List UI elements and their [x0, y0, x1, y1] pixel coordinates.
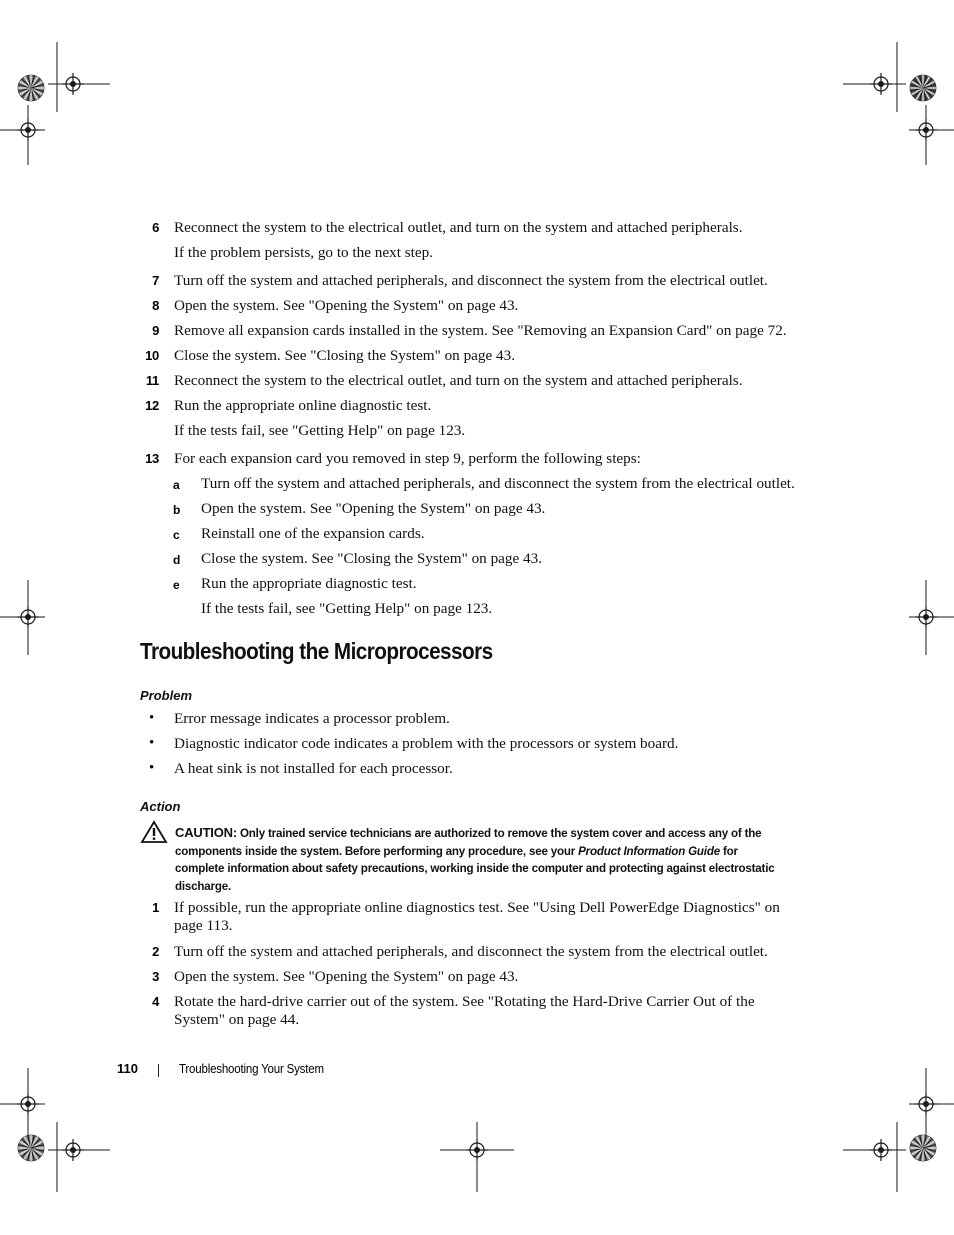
- substep-text: Reinstall one of the expansion cards.: [201, 525, 425, 542]
- step-number: 9: [152, 323, 159, 338]
- substep-letter: d: [173, 553, 181, 567]
- step-number: 1: [152, 900, 159, 915]
- step-number: 11: [145, 373, 159, 388]
- caution-text: Only trained service technicians are authorized to remove the system cover and access any of the: [239, 827, 762, 840]
- bullet-dot: •: [149, 760, 155, 776]
- list-item: Error message indicates a processor problem.: [174, 710, 450, 727]
- step-text: Turn off the system and attached peripherals, and disconnect the system from the electrical outlet.: [174, 272, 768, 289]
- caution-notice: [175, 824, 825, 895]
- step-text: Close the system. See "Closing the System" on page 43.: [174, 347, 516, 364]
- substep-note: If the tests fail, see "Getting Help" on page 123.: [201, 600, 493, 617]
- caution-label: CAUTION:: [175, 825, 237, 840]
- step-text-continued: System" on page 44.: [174, 1011, 300, 1028]
- step-text: Open the system. See "Opening the System" on page 43.: [174, 297, 519, 314]
- step-number: 10: [145, 348, 159, 363]
- substep-text: Close the system. See "Closing the System" on page 43.: [201, 550, 543, 567]
- step-text-continued: page 113.: [174, 917, 233, 934]
- step-text: Open the system. See "Opening the System" on page 43.: [174, 968, 519, 985]
- substep-letter: b: [173, 503, 181, 517]
- caution-warning-icon: [140, 820, 168, 844]
- step-text: Turn off the system and attached peripherals, and disconnect the system from the electrical outlet.: [174, 943, 768, 960]
- substep-letter: e: [173, 578, 180, 592]
- bullet-dot: •: [149, 735, 155, 751]
- bullet-dot: •: [149, 710, 155, 726]
- step-number: 13: [145, 451, 159, 466]
- step-text: If possible, run the appropriate online diagnostics test. See "Using Dell PowerEdge Diagnostics" on: [174, 899, 780, 916]
- caution-text: for: [719, 844, 738, 858]
- list-item: Diagnostic indicator code indicates a problem with the processors or system board.: [174, 735, 679, 752]
- step-text: Reconnect the system to the electrical outlet, and turn on the system and attached peripherals.: [174, 372, 743, 389]
- substep-letter: a: [173, 478, 180, 492]
- caution-text: discharge.: [175, 879, 231, 893]
- substep-text: Turn off the system and attached peripherals, and disconnect the system from the electrical outlet.: [201, 475, 795, 492]
- action-heading: Action: [140, 799, 181, 814]
- section-title: Troubleshooting the Microprocessors: [140, 638, 493, 664]
- step-note: If the problem persists, go to the next step.: [174, 244, 433, 261]
- substep-text: Run the appropriate diagnostic test.: [201, 575, 417, 592]
- caution-guide-reference: Product Information Guide: [578, 844, 720, 858]
- page-number: 110: [117, 1061, 138, 1076]
- caution-text: components inside the system. Before performing any procedure, see your: [175, 844, 579, 858]
- step-number: 7: [152, 273, 159, 288]
- step-number: 3: [152, 969, 159, 984]
- step-number: 4: [152, 994, 159, 1009]
- footer-divider: [158, 1064, 159, 1077]
- substep-text: Open the system. See "Opening the System" on page 43.: [201, 500, 546, 517]
- step-text: For each expansion card you removed in step 9, perform the following steps:: [174, 450, 641, 467]
- step-number: 2: [152, 944, 159, 959]
- step-text: Run the appropriate online diagnostic test.: [174, 397, 432, 414]
- step-number: 12: [145, 398, 159, 413]
- caution-text: complete information about safety precautions, working inside the computer and protecting against electrostatic: [175, 862, 775, 875]
- step-text: Remove all expansion cards installed in the system. See "Removing an Expansion Card" on page 72.: [174, 322, 787, 339]
- problem-heading: Problem: [140, 688, 193, 703]
- chapter-title: Troubleshooting Your System: [179, 1062, 324, 1076]
- step-number: 6: [152, 220, 159, 235]
- step-note: If the tests fail, see "Getting Help" on page 123.: [174, 422, 466, 439]
- step-text: Rotate the hard-drive carrier out of the system. See "Rotating the Hard-Drive Carrier Out of the: [174, 993, 755, 1010]
- list-item: A heat sink is not installed for each processor.: [174, 760, 453, 777]
- substep-letter: c: [173, 528, 180, 542]
- step-text: Reconnect the system to the electrical outlet, and turn on the system and attached peripherals.: [174, 219, 743, 236]
- step-number: 8: [152, 298, 159, 313]
